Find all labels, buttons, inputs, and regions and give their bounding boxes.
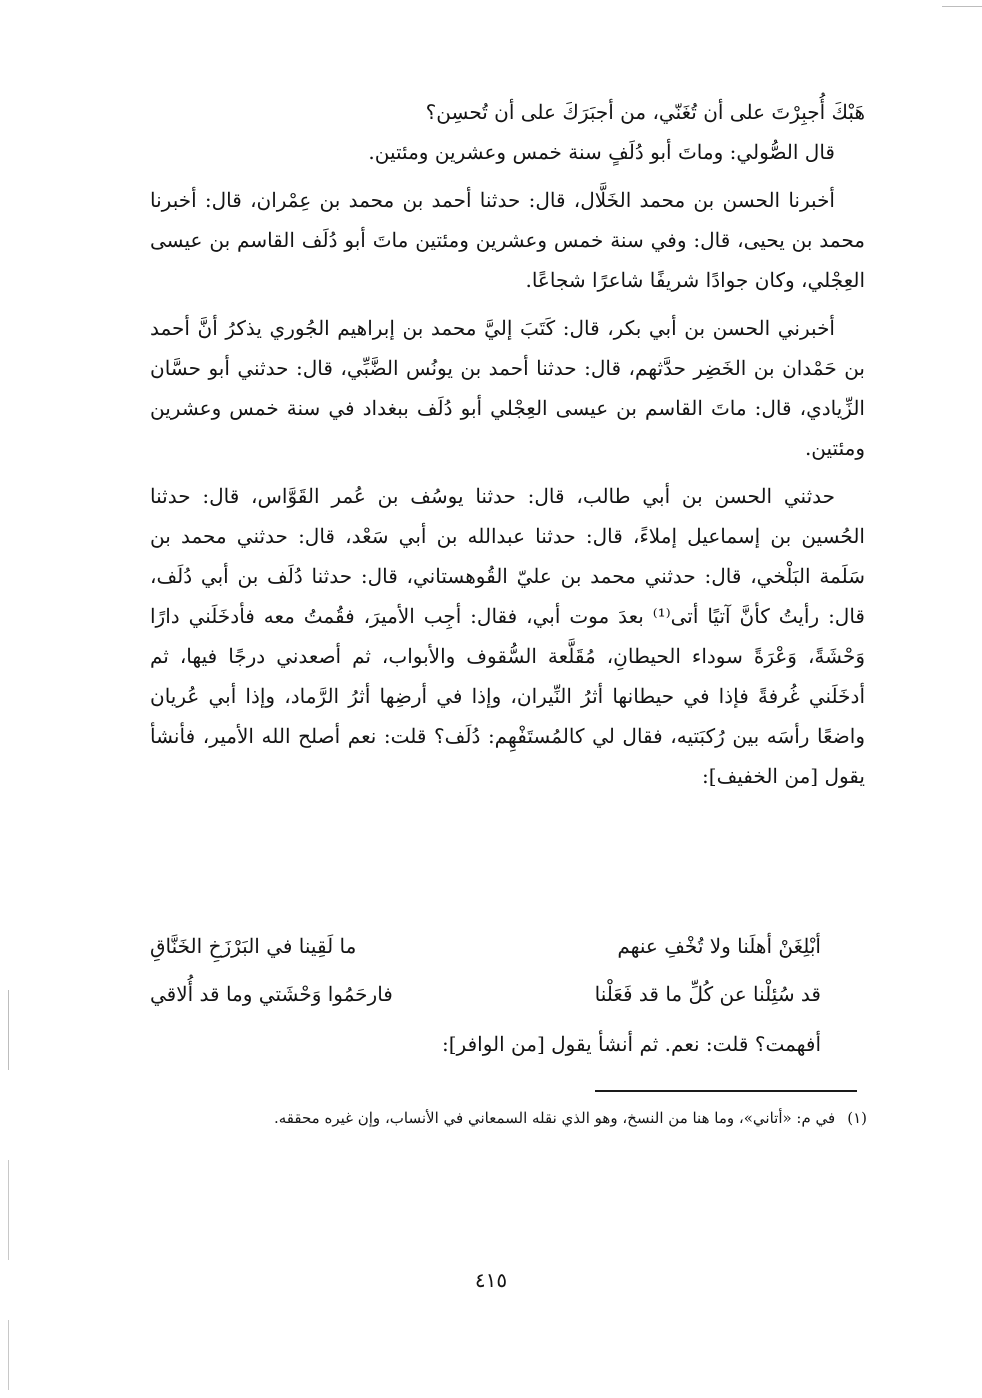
- poem-first-hemistich: أبْلِغَنْ أهلَنا ولا تُخْفِ عنهم: [617, 934, 821, 958]
- poem-verse: [150, 922, 865, 970]
- paragraph: أخبرنا الحسن بن محمد الخَلَّال، قال: حدثنا أحمد بن محمد بن عِمْران، قال: أخبرنا محمد بن يحيى، قال: وفي سنة خمس وعشرين ومئتين ماتَ أبو دُلَف القاسم بن عيسى العِجْلي، وكان جوادًا شريفًا شاعرًا شجاعًا.: [150, 188, 865, 292]
- scan-edge-mark: [8, 990, 9, 1070]
- poem-second-hemistich: ما لَقِينا في البَرْزَخِ الخَنَّاقِ: [150, 934, 357, 958]
- poem-verse: [150, 970, 865, 1018]
- paragraph: قال الصُّولي: وماتَ أبو دُلَفٍ سنة خمس وعشرين ومئتين.: [368, 140, 835, 164]
- footnote: [150, 1103, 867, 1133]
- footnote-number: (١): [847, 1109, 867, 1127]
- paragraph: أخبرني الحسن بن أبي بكر، قال: كَتَبَ إليَّ محمد بن إبراهيم الجُوري يذكرُ أنَّ أحمد بن حَمْدان بن الخَضِر حدَّثهم، قال: حدثنا أحمد بن يونُس الضَّبِّي، قال: حدثني أبو حسَّان الزِّيادي، قال: ماتَ القاسم بن عيسى العِجْلي أبو دُلَف ببغداد في سنة خمس وعشرين ومئتين.: [150, 316, 865, 460]
- paragraph: حدثني الحسن بن أبي طالب، قال: حدثنا يوسُف بن عُمر القَوَّاس، قال: حدثنا الحُسين بن إسماعيل إملاءً، قال: حدثنا عبدالله بن أبي سَعْد، قال: حدثني محمد بن سَلَمة البَلْخي، قال: حدثني محمد بن عليّ القُوهستاني، قال: حدثنا دُلَف بن أبي دُلَف، قال: رأيتُ كأنَّ آتيًا أتى⁽¹⁾ بعدَ موت أبي، فقال: أجِب الأميرَ، فقُمتُ معه فأدخَلَني دارًا وَحْشَةً، وَعْرَةً سوداء الحيطانِ، مُقَلَّعة السُّقوف والأبواب، ثم أصعدني درجًا فيها، ثم أدخَلَني غُرفةً فإذا في حيطانها أثرُ النِّيران، وإذا في أرضِها أثرُ الرَّماد، وإذا أبي عُريان واضعًا رأسَه بين رُكبَتيه، فقال لي كالمُستَفْهِم: دُلَف؟ قلت: نعم أصلح الله الأمير، فأنشأ يقول [من الخفيف]:: [150, 484, 865, 788]
- scan-edge-mark: [942, 6, 982, 7]
- scan-edge-mark: [8, 1160, 9, 1260]
- paragraph-continuation: هَبْكَ أُجبِرْتَ على أن تُغَنّي، من أجبَرَكَ على أن تُحسِن؟: [425, 100, 865, 124]
- poem-second-hemistich: فارحَمُوا وَحْشَتي وما قد أُلاقي: [150, 982, 393, 1006]
- page-number: ٤١٥: [474, 1268, 508, 1292]
- scan-edge-mark: [8, 1320, 9, 1390]
- footnote-text: في م: «أتاني»، وما هنا من النسخ، وهو الذي نقله السمعاني في الأنساب، وإن غيره محققه.: [274, 1109, 836, 1127]
- post-poem-line: أفهمت؟ قلت: نعم. ثم أنشأ يقول [من الوافر]:: [442, 1032, 821, 1056]
- main-text: [150, 92, 865, 796]
- poem: [150, 922, 865, 1064]
- footnote-separator: [595, 1090, 857, 1092]
- poem-first-hemistich: قد سُئِلْنا عن كُلِّ ما قد فَعَلْنا: [594, 982, 821, 1006]
